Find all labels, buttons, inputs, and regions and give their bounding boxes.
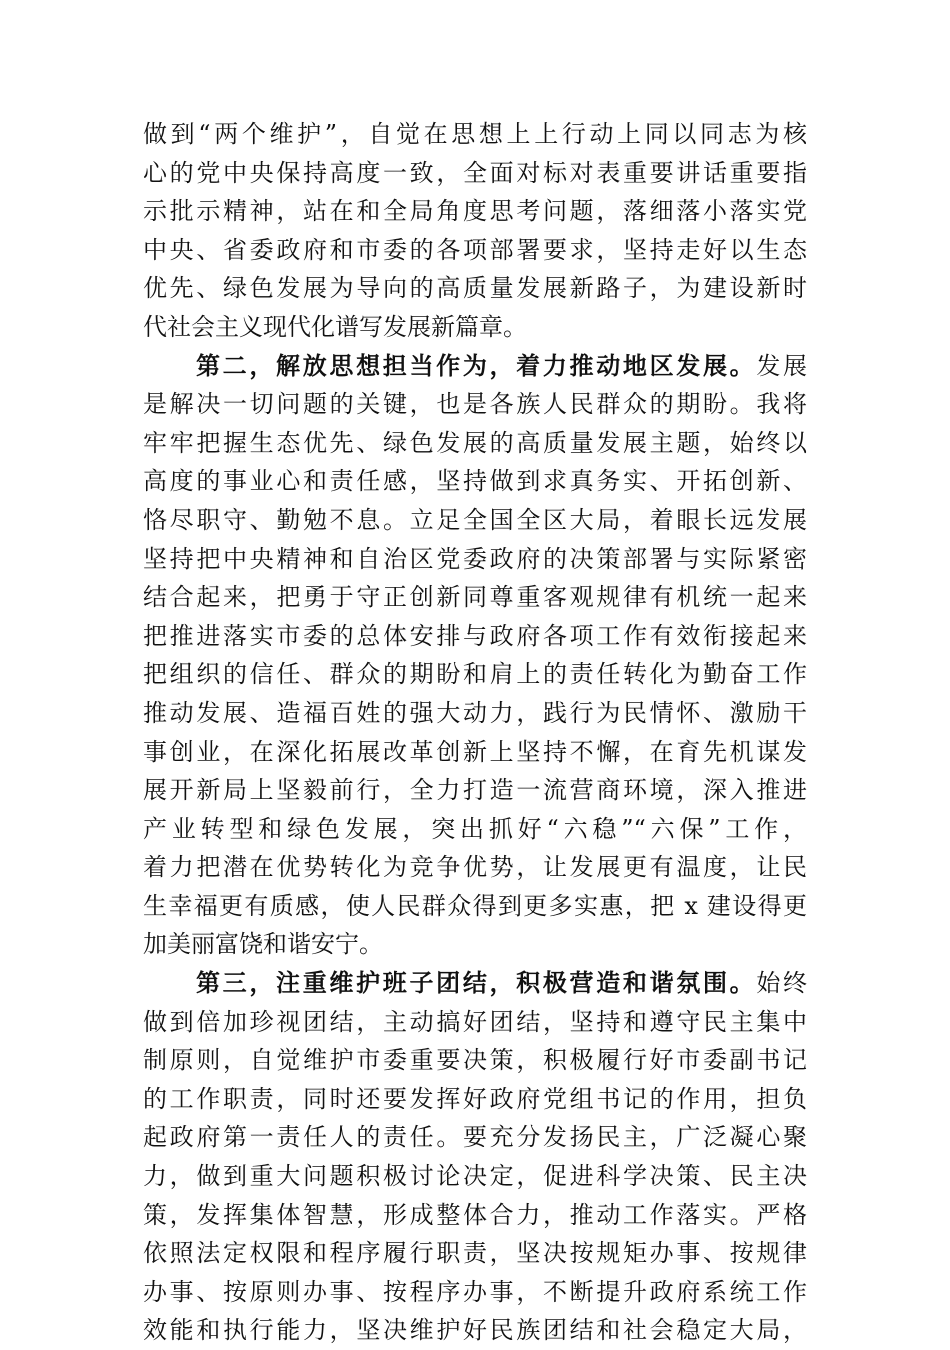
text-line: 是解决一切问题的关键，也是各族人民群众的期盼。我将 [143,390,807,419]
text-line: 力，做到重大问题积极讨论决定，促进科学决策、民主决 [143,1162,807,1191]
text-line: 中央、省委政府和市委的各项部署要求，坚持走好以生态 [143,235,807,264]
text-line: 把组织的信任、群众的期盼和肩上的责任转化为勤奋工作 [143,660,807,689]
text-line: 展开新局上坚毅前行，全力打造一流营商环境，深入推进 [143,776,807,805]
paragraph-first-line [143,347,807,386]
paragraph-first-line [143,964,807,1003]
text-run: 发展 [756,351,807,380]
text-run: 始终 [756,969,807,998]
paragraph-heading: 第二，解放思想担当作为，着力推动地区发展。 [196,350,757,380]
text-line: 着力把潜在优势转化为竞争优势，让发展更有温度，让民 [143,853,807,882]
text-line: 恪尽职守、勤勉不息。立足全国全区大局，着眼长远发展 [143,505,807,534]
text-line: 起政府第一责任人的责任。要充分发扬民主，广泛凝心聚 [143,1123,807,1152]
text-line: 依照法定权限和程序履行职责，坚决按规矩办事、按规律 [143,1239,807,1268]
text-line: 做到“两个维护”，自觉在思想上上行动上同以同志为核 [143,120,807,148]
text-line: 推动发展、造福百姓的强大动力，践行为民情怀、激励干 [143,698,807,727]
text-line: 事创业，在深化拓展改革创新上坚持不懈，在育先机谋发 [143,737,807,766]
text-line: 牢牢把握生态优先、绿色发展的高质量发展主题，始终以 [143,428,807,457]
text-line: 加美丽富饶和谐安宁。 [143,930,383,959]
text-line: 示批示精神，站在和全局角度思考问题，落细落小落实党 [143,197,807,226]
text-line: 坚持把中央精神和自治区党委政府的决策部署与实际紧密 [143,544,807,573]
text-line: 的工作职责，同时还要发挥好政府党组书记的作用，担负 [143,1084,807,1113]
document-body [143,115,807,1350]
text-line: 高度的事业心和责任感，坚持做到求真务实、开拓创新、 [143,467,807,496]
text-line: 把推进落实市委的总体安排与政府各项工作有效衔接起来 [143,621,807,650]
paragraph-3 [143,964,807,1350]
paragraph-heading: 第三，注重维护班子团结，积极营造和谐氛围。 [196,968,757,998]
text-line: 办事、按原则办事、按程序办事，不断提升政府系统工作 [143,1277,807,1306]
text-line: 心的党中央保持高度一致，全面对标对表重要讲话重要指 [143,158,807,187]
paragraph-1 [143,115,807,347]
text-line: 做到倍加珍视团结，主动搞好团结，坚持和遵守民主集中 [143,1007,807,1036]
text-line: 策，发挥集体智慧，形成整体合力，推动工作落实。严格 [143,1200,807,1229]
text-line: 结合起来，把勇于守正创新同尊重客观规律有机统一起来 [143,583,807,612]
text-line: 优先、绿色发展为导向的高质量发展新路子，为建设新时 [143,274,807,303]
text-line: 生幸福更有质感，使人民群众得到更多实惠，把 x 建设得更 [143,891,807,920]
text-line: 制原则，自觉维护市委重要决策，积极履行好市委副书记 [143,1046,807,1075]
paragraph-2 [143,347,807,965]
text-line: 效能和执行能力，坚决维护好民族团结和社会稳定大局， [143,1316,807,1345]
text-line: 代社会主义现代化谱写发展新篇章。 [143,312,527,341]
text-line: 产业转型和绿色发展，突出抓好“六稳”“六保”工作， [143,814,807,843]
